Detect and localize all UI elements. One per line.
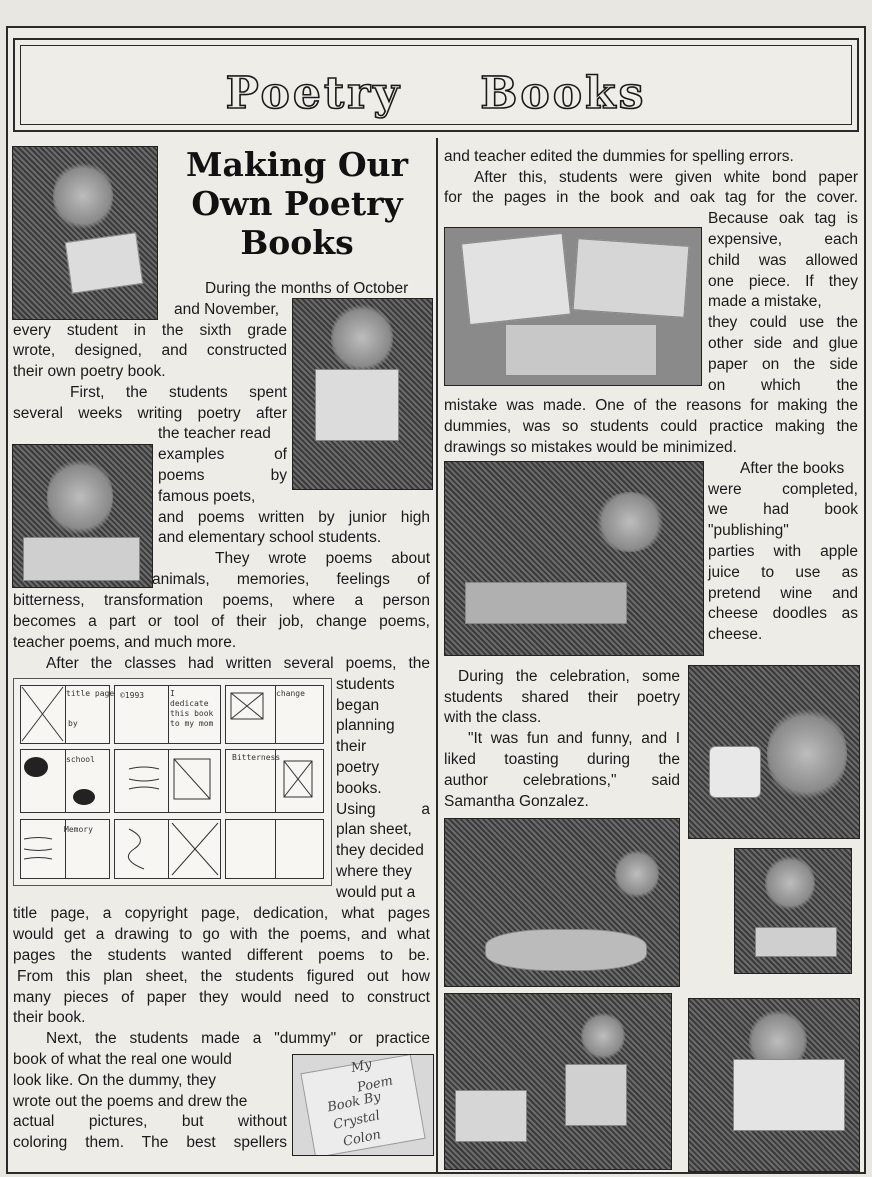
body-line: First, the students spent — [70, 384, 287, 401]
headline-line-2: Own Poetry — [191, 184, 403, 223]
plan-note-bitterness: Bitterness — [232, 753, 281, 762]
body-line: Next, the students made a "dummy" or practice — [46, 1030, 430, 1047]
body-line: books. — [336, 780, 382, 797]
plan-note-dedication: I dedicate this book to my mom — [170, 689, 214, 728]
body-line: wrote, designed, and constructed — [13, 342, 287, 359]
headline-line-1: Making Our — [186, 145, 408, 184]
body-line: poems by — [158, 467, 287, 484]
body-line: paper on the side — [708, 356, 858, 373]
photo-books-on-table — [444, 227, 702, 386]
body-line: many pieces of paper they would need to construct — [13, 989, 430, 1006]
photo-girl-smiling — [12, 444, 153, 588]
body-line: wrote out the poems and drew the — [13, 1093, 248, 1110]
body-line: actual pictures, but without — [13, 1113, 287, 1130]
article-headline — [172, 145, 422, 262]
body-line: made a mistake, — [708, 293, 822, 310]
body-line: coloring them. The best spellers — [13, 1134, 287, 1151]
body-line: dummies, was so students could practice making the — [444, 418, 858, 435]
plan-sheet-illustration — [13, 678, 332, 886]
body-line: were completed, — [708, 481, 858, 498]
body-line: their own poetry book. — [13, 363, 166, 380]
dummy-text-2: Poem — [355, 1073, 395, 1096]
body-line: we had book — [708, 501, 858, 518]
banner — [13, 38, 859, 132]
photo-student-holding-book — [688, 998, 860, 1172]
body-line: liked toasting during the — [444, 751, 680, 768]
body-line: juice to use as — [708, 564, 858, 581]
body-line: teacher poems, and much more. — [13, 634, 237, 651]
photo-classroom-party — [444, 461, 704, 656]
body-line: plan sheet, — [336, 821, 412, 838]
dummy-text-5: Colon — [341, 1127, 383, 1150]
plan-note-title-page: title page — [66, 689, 115, 698]
dummy-text-4: Crystal — [331, 1108, 382, 1133]
photo-dummy-book-page — [292, 1054, 434, 1156]
body-line: Samantha Gonzalez. — [444, 793, 589, 810]
photo-boy-with-cup — [688, 665, 860, 839]
body-line: planning — [336, 717, 395, 734]
body-line: for the pages in the book and oak tag for the cover. — [444, 189, 858, 206]
body-line: every student in the sixth grade — [13, 322, 287, 339]
body-line: After the books — [740, 460, 845, 477]
dummy-text-1: My — [349, 1057, 373, 1076]
body-line: becomes a part or tool of their job, change poems, — [13, 613, 430, 630]
body-line: with the class. — [444, 709, 542, 726]
body-line: on which the — [708, 377, 858, 394]
body-line: During the months of October — [205, 280, 409, 297]
body-line: famous poets, — [158, 488, 256, 505]
body-line: and poems written by junior high — [158, 509, 430, 526]
body-line: began — [336, 697, 380, 714]
column-divider — [436, 138, 438, 1173]
body-line: several weeks writing poetry after — [13, 405, 287, 422]
headline-line-3: Books — [240, 223, 354, 262]
body-line: and teacher edited the dummies for spelling errors. — [444, 148, 794, 165]
body-line: child was allowed — [708, 252, 858, 269]
body-line: and elementary school students. — [158, 529, 382, 546]
body-line: examples of — [158, 446, 287, 463]
body-line: students shared their poetry — [444, 689, 680, 706]
body-line: one piece. If they — [708, 273, 858, 290]
body-line: Because oak tag is — [708, 210, 858, 227]
body-line: cheese. — [708, 626, 763, 643]
body-line: After the classes had written several poems, the — [46, 655, 430, 672]
body-line: the teacher read — [158, 425, 271, 442]
body-line: poetry — [336, 759, 380, 776]
body-line: and November, — [174, 301, 280, 318]
plan-note-copyright: ©1993 — [120, 691, 145, 700]
body-line: After this, students were given white bond paper — [474, 169, 858, 186]
body-line: Using a — [336, 801, 430, 818]
body-line: drawings so mistakes would be minimized. — [444, 439, 737, 456]
body-line: expensive, each — [708, 231, 858, 248]
body-line: animals, memories, feelings of — [152, 571, 430, 588]
body-line: "publishing" — [708, 522, 789, 539]
body-line: their — [336, 738, 367, 755]
body-line: "It was fun and funny, and I — [468, 730, 680, 747]
photo-students-at-table — [444, 818, 680, 987]
body-line: book of what the real one would — [13, 1051, 232, 1068]
photo-boy-plaid-shirt — [734, 848, 852, 974]
plan-note-change: change — [276, 689, 305, 698]
plan-note-memory: Memory — [64, 825, 93, 834]
body-line: would get a drawing to go with the poems, and what — [13, 926, 430, 943]
body-line: students — [336, 676, 395, 693]
body-line: parties with apple — [708, 543, 858, 560]
body-line: author celebrations," said — [444, 772, 680, 789]
body-line: title page, a copyright page, dedication, what pages — [13, 905, 430, 922]
plan-note-school: school — [66, 755, 95, 764]
body-line: During the celebration, some — [458, 668, 680, 685]
photo-boy-with-paper — [292, 298, 433, 490]
body-line: they decided — [336, 842, 424, 859]
body-line: pages the students wanted different poems to be. — [13, 947, 430, 964]
photo-girl-reading — [12, 146, 158, 320]
body-line: They wrote poems about — [215, 550, 430, 567]
body-line: other side and glue — [708, 335, 858, 352]
body-line: bitterness, transformation poems, where a person — [13, 592, 430, 609]
plan-note-by: by — [68, 719, 78, 728]
body-line: their book. — [13, 1009, 86, 1026]
body-line: where they — [336, 863, 412, 880]
body-line: they could use the — [708, 314, 858, 331]
dummy-text-3: Book By — [326, 1089, 383, 1116]
banner-title: Poetry Books — [225, 68, 647, 119]
body-line: cheese doodles as — [708, 605, 858, 622]
body-line: From this plan sheet, the students figured out how — [17, 968, 430, 985]
photo-students-reading — [444, 993, 672, 1170]
body-line: would put a — [336, 884, 416, 901]
body-line: mistake was made. One of the reasons for making the — [444, 397, 858, 414]
body-line: pretend wine and — [708, 585, 858, 602]
body-line: look like. On the dummy, they — [13, 1072, 217, 1089]
